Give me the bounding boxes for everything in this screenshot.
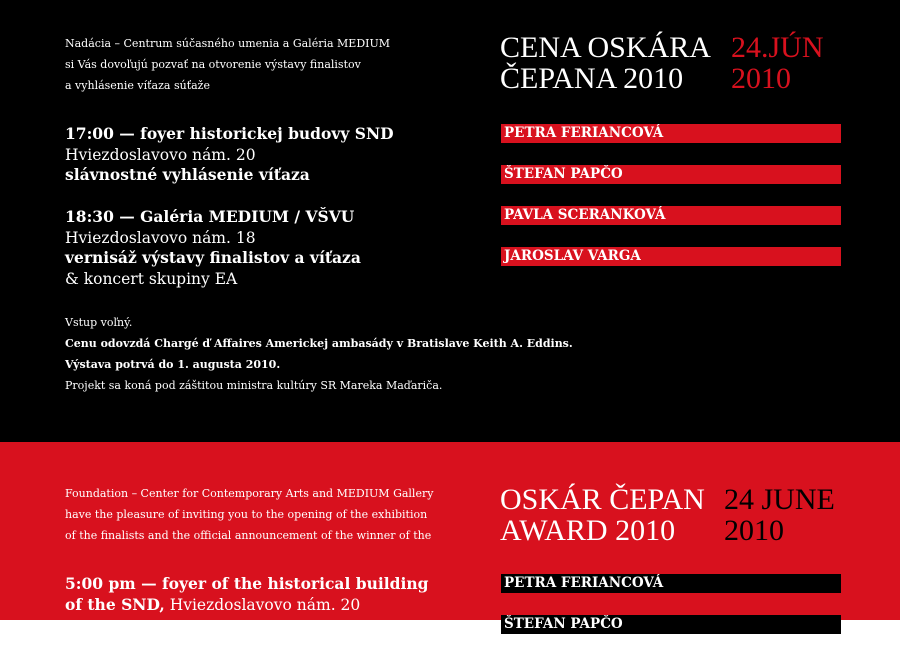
en-finalists-list xyxy=(501,574,841,656)
sk-event-description: vernisáž výstavy finalistov a víťaza xyxy=(65,248,361,267)
finalist-name: PAVLA SCERANKOVÁ xyxy=(501,206,841,225)
finalist-name: JAROSLAV VARGA xyxy=(501,247,841,266)
en-intro-line: Foundation – Center for Contemporary Arts and MEDIUM Gallery xyxy=(65,487,434,500)
en-event-heading-cont: of the SND, xyxy=(65,594,165,614)
en-title-line: AWARD 2010 xyxy=(500,514,676,547)
en-intro-line: of the finalists and the official announcement of the winner of the xyxy=(65,529,432,542)
en-intro-line: have the pleasure of inviting you to the opening of the exhibition xyxy=(65,508,428,521)
finalist-name: PETRA FERIANCOVÁ xyxy=(501,124,841,143)
sk-event-description: slávnostné vyhlásenie víťaza xyxy=(65,165,310,184)
note-line: Projekt sa koná pod záštitou ministra kultúry SR Mareka Maďariča. xyxy=(65,379,443,392)
en-award-title xyxy=(500,484,705,546)
sk-event-heading: 18:30 — Galéria MEDIUM / VŠVU xyxy=(65,207,355,226)
sk-intro-line: Nadácia – Centrum súčasného umenia a Galéria MEDIUM xyxy=(65,37,391,50)
sk-event-vernissage xyxy=(65,207,361,289)
sk-event-address: Hviezdoslavovo nám. 18 xyxy=(65,228,256,247)
sk-event-address: Hviezdoslavovo nám. 20 xyxy=(65,145,256,164)
finalist-name: PETRA FERIANCOVÁ xyxy=(501,574,841,593)
en-intro-text xyxy=(65,483,433,546)
note-line: Výstava potrvá do 1. augusta 2010. xyxy=(65,358,281,371)
sk-title-line: ČEPANA 2010 xyxy=(500,62,684,95)
sk-intro-line: a vyhlásenie víťaza súťaže xyxy=(65,79,210,92)
en-event-location xyxy=(65,595,428,616)
en-award-date xyxy=(724,484,835,546)
sk-event-ceremony xyxy=(65,124,394,186)
en-event-address: Hviezdoslavovo nám. 20 xyxy=(169,595,361,614)
finalist-name: ŠTEFAN PAPČO xyxy=(501,615,841,634)
sk-date-line: 2010 xyxy=(731,62,791,95)
note-line: Cenu odovzdá Chargé ď Affaires Americkej ambasády v Bratislave Keith A. Eddins. xyxy=(65,337,573,350)
note-line: Vstup voľný. xyxy=(65,316,133,329)
en-event-ceremony xyxy=(65,574,428,615)
sk-intro-text xyxy=(65,33,390,96)
en-date-line: 2010 xyxy=(724,514,784,547)
en-title-line: OSKÁR ČEPAN xyxy=(500,483,705,516)
sk-award-title xyxy=(500,32,711,94)
en-event-heading: 5:00 pm — foyer of the historical building xyxy=(65,574,429,593)
en-date-line: 24 JUNE xyxy=(724,483,835,516)
sk-finalists-list xyxy=(501,124,841,288)
english-section xyxy=(0,442,900,632)
sk-intro-line: si Vás dovoľujú pozvať na otvorenie výstavy finalistov xyxy=(65,58,361,71)
sk-event-extra: & koncert skupiny EA xyxy=(65,269,238,288)
sk-award-date xyxy=(731,32,824,94)
sk-date-line: 24.JÚN xyxy=(731,31,824,64)
sk-title-line: CENA OSKÁRA xyxy=(500,31,711,64)
finalist-name: ŠTEFAN PAPČO xyxy=(501,165,841,184)
sk-notes xyxy=(65,312,573,396)
sk-event-heading: 17:00 — foyer historickej budovy SND xyxy=(65,124,394,143)
